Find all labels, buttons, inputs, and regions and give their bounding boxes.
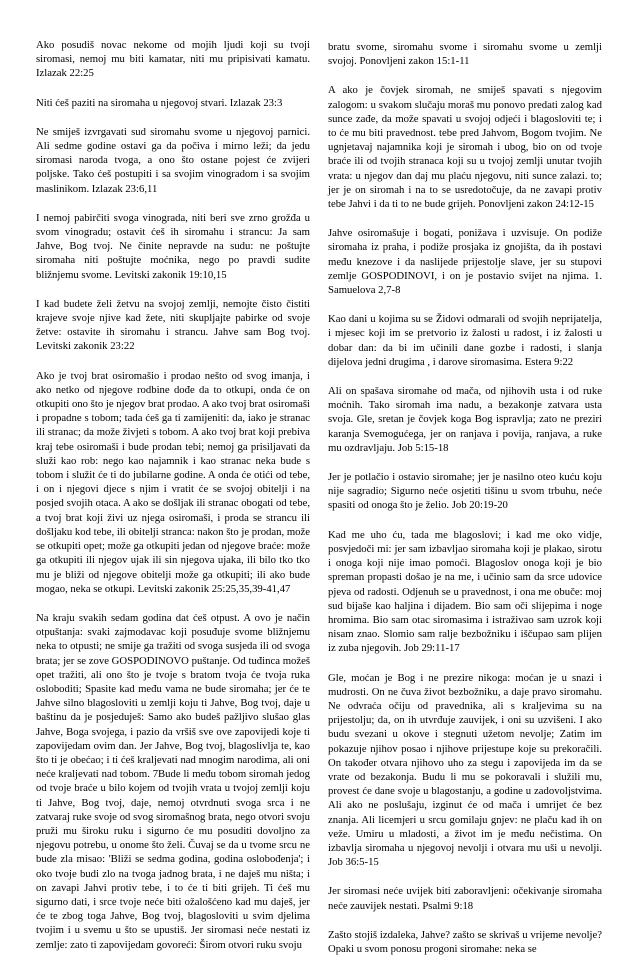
paragraph: Ali on spašava siromahe od mača, od njihovih usta i od ruke moćnih. Tako siromah ima nadu, a bezakonje zatvara usta svoja. Gle, sretan je čovjek koga Bog ispravlja; zato ne preziri karanja Svemogućega, jer on ranjava i povija, ranjava, a ruke mu ozdravljaju. Job 5:15-18 bbox=[328, 385, 602, 454]
paragraph: Jer siromasi neće uvijek biti zaboravljeni: očekivanje siromaha neće zauvijek nestati. Psalmi 9:18 bbox=[328, 885, 602, 912]
paragraph: Gle, moćan je Bog i ne prezire nikoga: moćan je u snazi i mudrosti. On ne čuva život bezbožniku, a daje pravo siromahu. Ne odvraća očiju od pravednika, ali s kraljevima su na prijestolju; da, on ih utvrđuje zauvijek, i oni su uzvišeni. I ako budu svezani u okove i stegnuti užetom nevolje; Zatim im pokazuje njihov posao i njihove prijestupe koje su prekoračili. On također otvara njihovo uho za stegu i zapovijeda im da se vrate od bezakonja. Budu li mu se pokoravali i služili mu, provest će dane svoje u blagostanju, a godine u zadovoljstvima. Ali ako ne poslušaju, izginut će od mača i umrijet će bez znanja. Ali licemjeri u srcu gomilaju gnjev: ne plaču kad ih on veže. Umiru u mladosti, a život im je među nečistima. On izbavlja siromaha u njegovoj nevolji i otvara mu uši u nevolji. Job 36:5-15 bbox=[328, 671, 602, 869]
paragraph: I kad budete želi žetvu na svojoj zemlji, nemojte čisto čistiti krajeve svoje njive kad žete, niti skupljajte pabirke od svoje žetve: ostavite ih siromahu i strancu. Jahve sam Bog tvoj. Levitski zakonik 23:22 bbox=[36, 297, 310, 353]
paragraph: Ne smiješ izvrgavati sud siromahu svome u njegovoj parnici. Ali sedme godine ostavi ga da počiva i mirno leži; da jedu siromasi naroda tvoga, a ono što ostane pojest će zvijeri poljske. Tako ćeš postupiti i sa svojim vinogradom i sa svojim maslinikom. Izlazak 23:6,11 bbox=[36, 125, 310, 195]
paragraph: A ako je čovjek siromah, ne smiješ spavati s njegovim zalogom: u svakom slučaju moraš mu ponovo predati zalog kad sunce zađe, da može spavati u svojoj odjeći i blagosloviti te; i to će mu biti pravednost. tebe pred Jahvom, Bogom tvojim. Ne ugnjetavaj najamnika koji je siromah i ubog, bio on od tvoje braće ili od tvojih stranaca koji su u tvojoj zemlji unutar tvojih vrata: u njegov dan daj mu plaću njegovu, niti sunce zalazi. to; jer je on siromah i na to se usredotočuje, da ne zavapi protiv tebe Jahvi i da ti to ne bude grijeh. Ponovljeni zakon 24:12-15 bbox=[328, 84, 602, 211]
paragraph: Ako je tvoj brat osiromašio i prodao nešto od svog imanja, i ako netko od njegove rodbine dođe da to otkupi, onda će on otkupiti ono što je njegov brat prodao. A ako tvoj brat osiromaši i propadne s tobom; tada ćeš ga ti zamijeniti: da, iako je stranac ili stranac; da može živjeti s tobom. A ako tvoj brat koji prebiva kraj tebe osiromaši i bude prodan tebi; nemoj ga prisiljavati da služi kao rob: nego kao najamnik i kao stranac neka bude s tobom i služit će ti do jubilarne godine. A onda će otići od tebe, i on i njegovi djece s njim i vratit će se svojoj obitelji i na posjed svojih otaca. A ako se došljak ili stranac obogati od tebe, a tvoj brat koji živi uz njega osiromaši, i proda se strancu ili došljaku kod tebe, ili obitelji stranca: nakon što je prodan, može se otkupiti opet; može ga otkupiti jedan od njegove braće: može ga otkupiti ili njegov ujak ili sin njegova ujaka, ili bilo tko tko mu je bliži od njegove obitelji može ga otkupiti; ili ako bude mogao, neka se otkupi. Levitski zakonik 25:25,35,39-41,47 bbox=[36, 369, 310, 595]
paragraph: Kao dani u kojima su se Židovi odmarali od svojih neprijatelja, i mjesec koji im se pretvorio iz žalosti u radost, i iz žalosti u dobar dan: da bi im učinili dane gozbe i radosti, i slanja dijelova jedni drugima , i darove siromasima. Estera 9:22 bbox=[328, 313, 602, 368]
right-column bbox=[328, 40, 602, 955]
paragraph: Zašto stojiš izdaleka, Jahve? zašto se skrivaš u vrijeme nevolje? Opaki u svom ponosu progoni siromahe: neka se bbox=[328, 928, 602, 955]
paragraph: bratu svome, siromahu svome i siromahu svome u zemlji svojoj. Ponovljeni zakon 15:1-11 bbox=[328, 41, 602, 68]
paragraph: Niti ćeš paziti na siromaha u njegovoj stvari. Izlazak 23:3 bbox=[36, 96, 283, 109]
left-column bbox=[36, 38, 310, 951]
paragraph: Kad me uho ću, tada me blagoslovi; i kad me oko vidje, posvjedoči mi: jer sam izbavljao siromaha koji je plakao, sirotu i onoga koji nije imao pomoći. Blagoslov onoga koji je bio spreman propasti došao je na me, i učinio sam da srce udovice pjeva od radosti. Odjenuh se u pravednost, i ona me obuče: moj sud bijaše kao haljina i dijadem. Bio sam oči slijepima i noge hromima. Bio sam otac siromasima i istraživao sam uzrok koji nisam znao. Slomio sam ralje bezbožniku i iščupao sam plijen iz zuba njegovih. Job 29:11-17 bbox=[328, 528, 602, 655]
paragraph: Ako posudiš novac nekome od mojih ljudi koji su tvoji siromasi, nemoj mu biti kamatar, niti mu pripisivati kamatu. Izlazak 22:25 bbox=[36, 39, 310, 80]
paragraph: Na kraju svakih sedam godina dat ćeš otpust. A ovo je način otpuštanja: svaki zajmodavac koji posuđuje svome bližnjemu neka to otpusti; ne smije ga tražiti od svoga susjeda ili od svoga brata; jer se zove GOSPODINOVO puštanje. Od tuđinca možeš opet tražiti, ali ono što je tvoje s bratom tvoja će tvoja ruka osloboditi; Spasite kad među vama ne bude siromaha; jer će te Jahve silno blagosloviti u zemlji koju ti Jahve, Bog tvoj, daje u baštinu da je posjeduješ: Samo ako budeš pažljivo slušao glas Jahve, Boga svojega, i pazio da vršiš sve ove zapovijedi koje ti zapovijedam ovim dan. Jer Jahve, Bog tvoj, blagoslivlja te, kao što ti je obećao; i ti ćeš kraljevati nad mnogim narodima, ali oni neće kraljevati nad tobom. 7Bude li među tobom siromah jedog od tvoje braće u bilo kojem od tvojih vrata u tvojoj zemlji koju ti Jahve, Bog tvoj, daje, nemoj otvrdnuti svoga srca i ne zatvaraj ruke svoje od svog siromašnog brata, nego otvori svoju pruži mu široku ruku i sigurno će mu posuditi dovoljno za njegovu potrebu, u onome što želi. Čuvaj se da u tvome srcu ne bude zla misao: 'Bliži se sedma godina, godina oslobođenja'; i oko tvoje budi zlo na tvoga jadnog brata, i ne daješ mu ništa; i on zavapi Jahvi protiv tebe, i to će ti biti grijeh. Ti ćeš mu sigurno dati, i srce tvoje neće biti ožalošćeno kad mu daješ, jer će te zbog toga Jahve, Bog tvoj, blagosloviti u svim djelima tvojim i u svemu u što se upustiš. Jer siromasi neće nestati iz zemlje: zato ti zapovijedam govoreći: Širom otvori ruku svoju bbox=[36, 611, 310, 951]
paragraph: Jer je potlačio i ostavio siromahe; jer je nasilno oteo kuću koju nije sagradio; Sigurno neće osjetiti tišinu u svom trbuhu, neće spasiti od onoga što je želio. Job 20:19-20 bbox=[328, 471, 602, 512]
paragraph: Jahve osiromašuje i bogati, ponižava i uzvisuje. On podiže siromaha iz praha, i podiže prosjaka iz gnojišta, da ih postavi među knezove i da naslijede prijestolje slave, jer su stupovi zemlje GOSPODINOVI, i on je postavio svijet na njima. 1. Samuelova 2,7-8 bbox=[328, 227, 602, 297]
paragraph: I nemoj pabirčiti svoga vinograda, niti beri sve zrno grožđa u svom vinogradu; ostavit ćeš ih siromahu i strancu: Ja sam Jahve, Bog tvoj. Ne činite nepravde na sudu: ne poštujte siromaha niti poštujte moćnika, nego po pravdi sudite bližnjemu svome. Levitski zakonik 19:10,15 bbox=[36, 211, 310, 281]
